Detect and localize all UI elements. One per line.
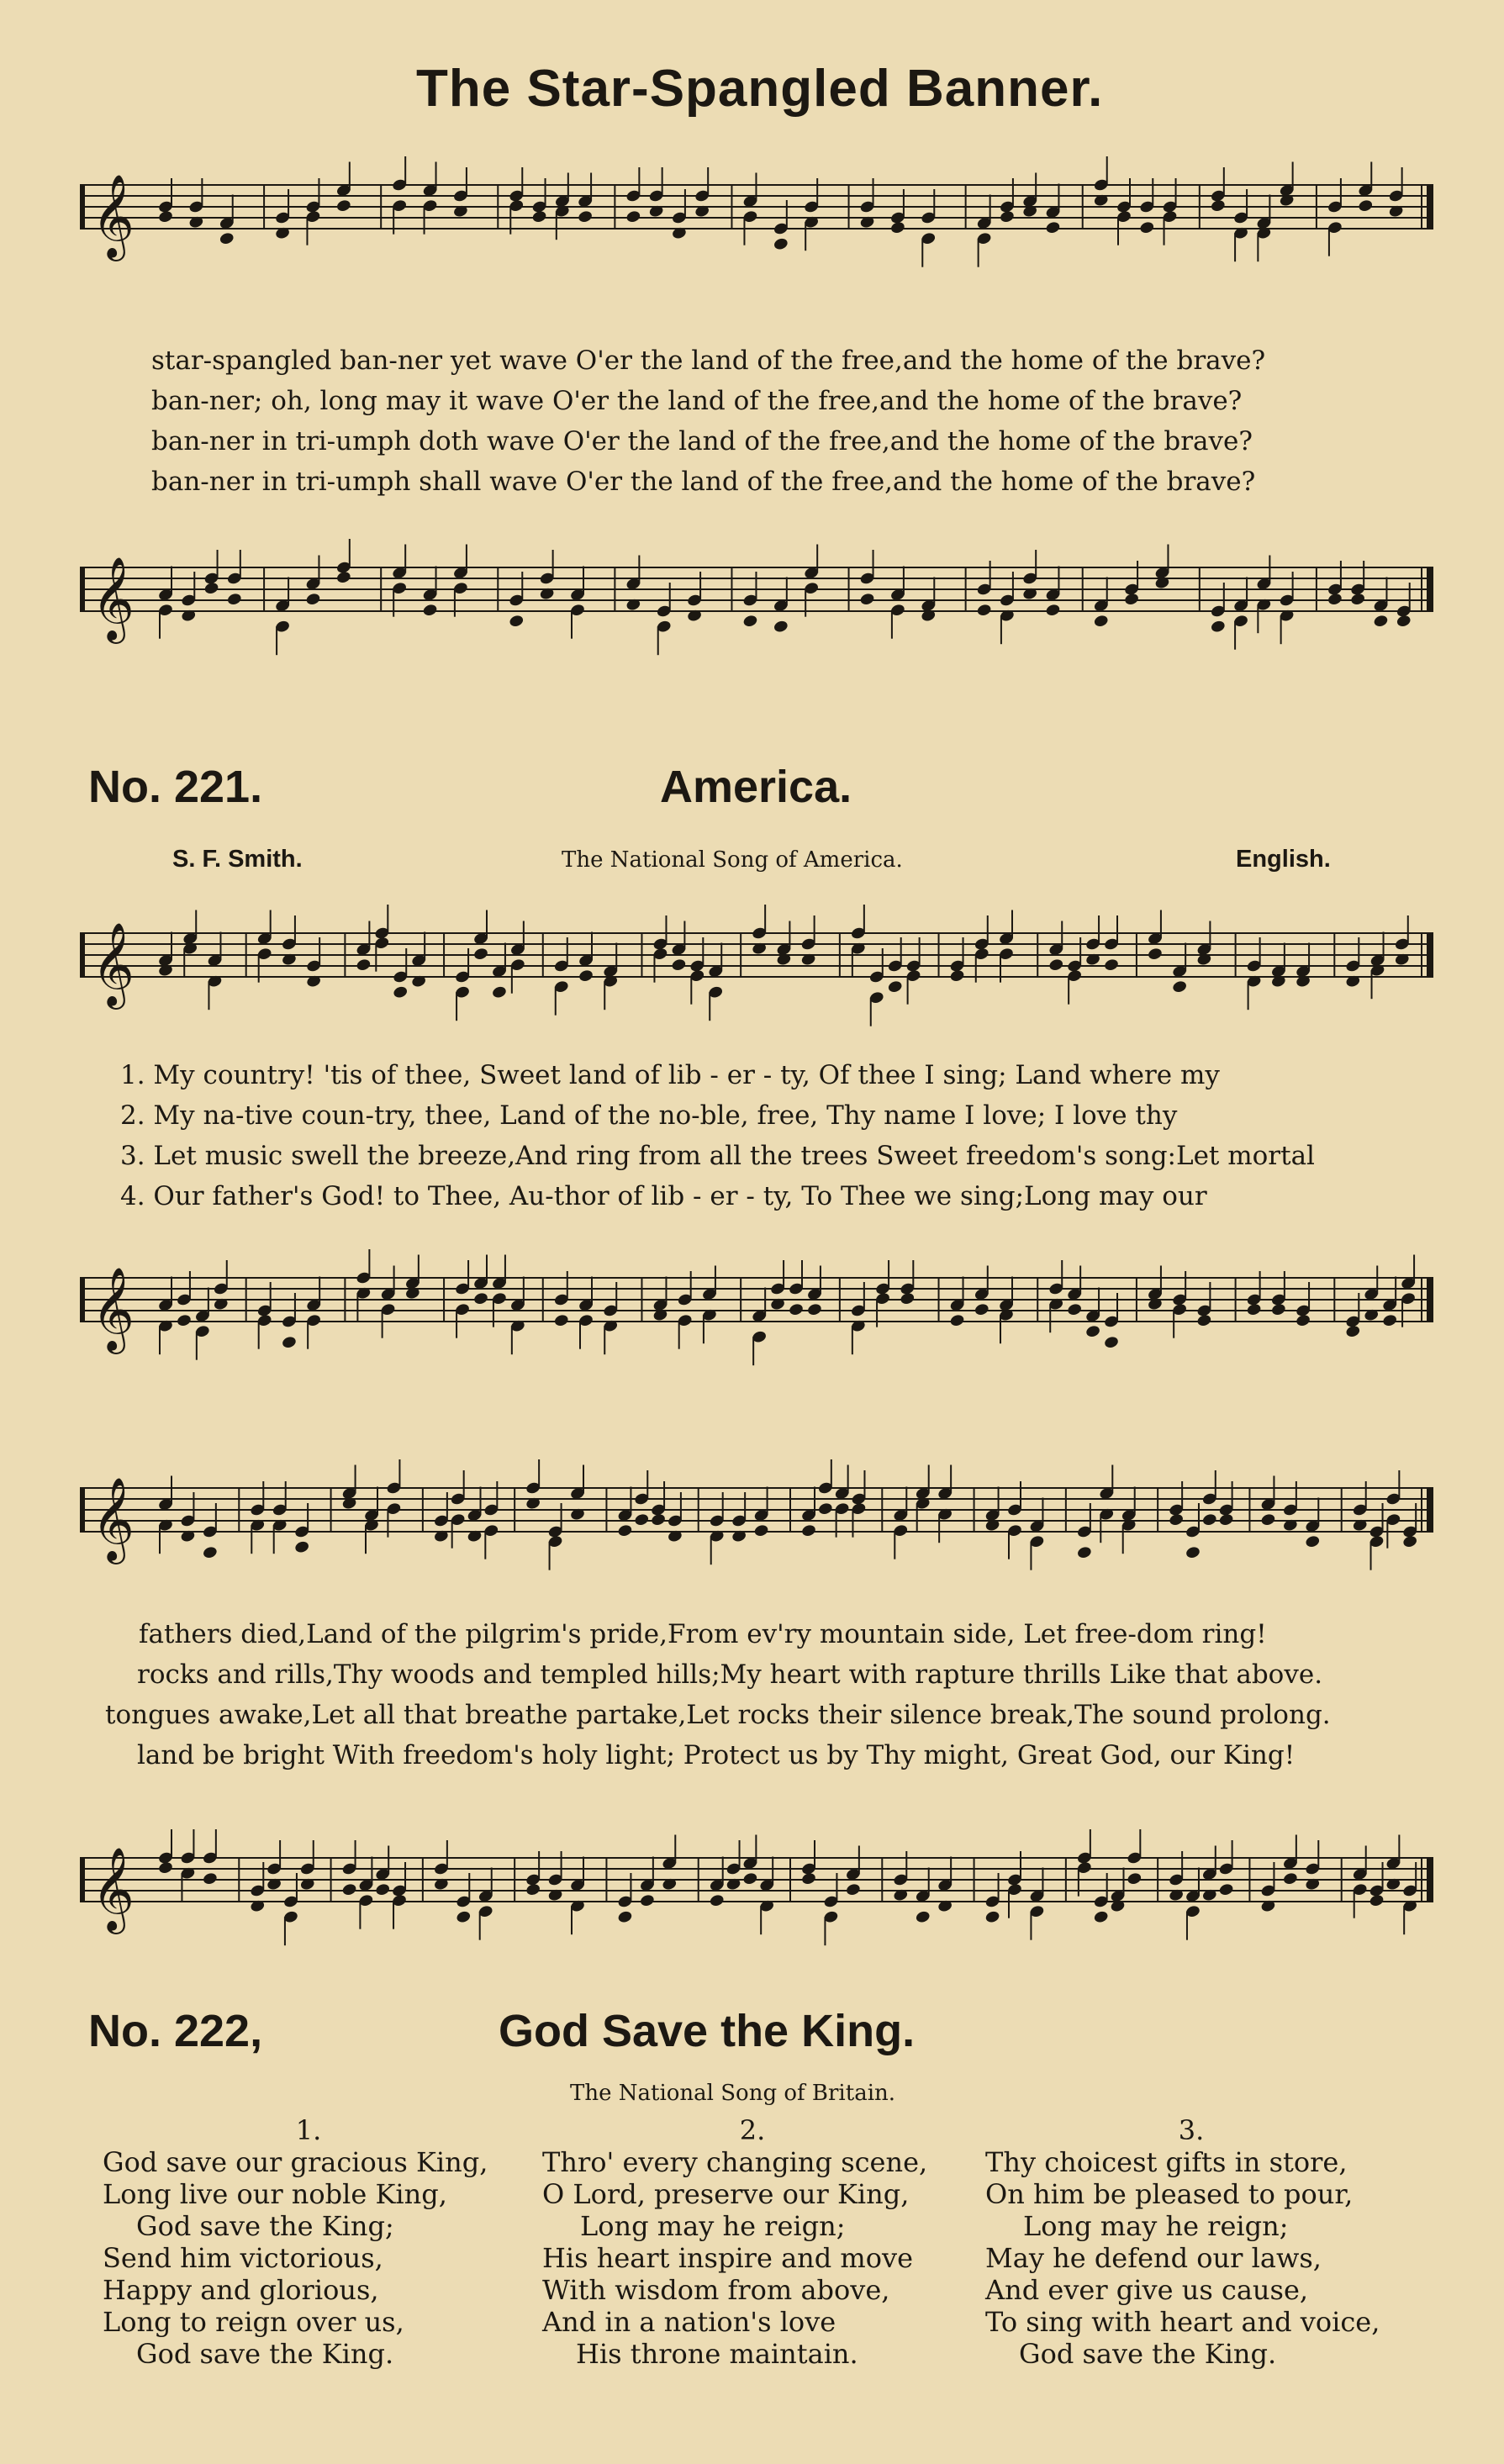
verse-line: Long live our noble King, <box>103 2178 447 2210</box>
lyric-line: 4. Our father's God! to Thee, Au-thor of lib - er - ty, To Thee we sing;Long may our <box>120 1181 1207 1211</box>
lyric-line: ban-ner; oh, long may it wave O'er the land of the free,and the home of the brave? <box>151 386 1243 416</box>
verse-line: God save our gracious King, <box>103 2146 488 2178</box>
hymn-title: God Save the King. <box>499 2006 916 2056</box>
verse-3 <box>985 2114 1422 2370</box>
song-subtitle: The National Song of America. <box>562 847 903 873</box>
tune-credit: English. <box>1236 846 1331 873</box>
lyric-line: star-spangled ban-ner yet wave O'er the land of the free,and the home of the brave? <box>151 346 1266 376</box>
hymn-title: America. <box>660 762 852 812</box>
lyric-line: fathers died,Land of the pilgrim's pride,From ev'ry mountain side, Let free-dom ring! <box>139 1619 1267 1649</box>
verse-line: To sing with heart and voice, <box>985 2306 1380 2338</box>
verse-line: God save the King; <box>136 2210 394 2242</box>
lyric-line: 2. My na-tive coun-try, thee, Land of the no-ble, free, Thy name I love; I love thy <box>120 1100 1178 1131</box>
verse-line: Send him victorious, <box>103 2242 383 2274</box>
lyric-line: tongues awake,Let all that breathe partake,Let rocks their silence break,The sound prolong. <box>105 1700 1331 1730</box>
verse-2 <box>542 2114 979 2370</box>
america-lyrics-part2 <box>105 1614 1331 1775</box>
verse-line: O Lord, preserve our King, <box>542 2178 910 2210</box>
verse-line: And in a nation's love <box>542 2306 836 2338</box>
lyric-line: ban-ner in tri-umph shall wave O'er the land of the free,and the home of the brave? <box>151 467 1256 497</box>
verse-line: Long may he reign; <box>1023 2210 1289 2242</box>
verse-line: God save the King. <box>1019 2338 1277 2370</box>
svg-text:𝄞: 𝄞 <box>92 174 135 258</box>
music-staff <box>80 895 1433 1042</box>
svg-text:𝄞: 𝄞 <box>92 1267 135 1351</box>
verse-line: God save the King. <box>136 2338 394 2370</box>
svg-text:𝄞: 𝄞 <box>92 1477 135 1561</box>
star-spangled-lyrics <box>151 340 1265 502</box>
song-subtitle: The National Song of Britain. <box>570 2081 896 2106</box>
hymn-number: No. 221. <box>88 762 263 812</box>
svg-text:𝄞: 𝄞 <box>92 1847 135 1931</box>
verse-line: And ever give us cause, <box>985 2274 1309 2306</box>
verse-number: 1. <box>295 2114 322 2146</box>
svg-text:𝄞: 𝄞 <box>92 922 135 1006</box>
verse-line: May he defend our laws, <box>985 2242 1322 2274</box>
america-lyrics-part1 <box>120 1055 1315 1216</box>
music-staff <box>80 1799 1433 1976</box>
author-credit: S. F. Smith. <box>172 846 303 873</box>
svg-text:𝄞: 𝄞 <box>92 557 135 641</box>
verse-line: Thy choicest gifts in store, <box>985 2146 1348 2178</box>
verse-line: Thro' every changing scene, <box>542 2146 928 2178</box>
verse-line: Long may he reign; <box>580 2210 846 2242</box>
lyric-line: land be bright With freedom's holy light; Protect us by Thy might, Great God, our King! <box>137 1740 1296 1770</box>
verse-1 <box>103 2114 523 2370</box>
verse-line: With wisdom from above, <box>542 2274 890 2306</box>
lyric-line: ban-ner in tri-umph doth wave O'er the land of the free,and the home of the brave? <box>151 426 1253 456</box>
verse-number: 3. <box>1178 2114 1205 2146</box>
lyric-line: rocks and rills,Thy woods and templed hills;My heart with rapture thrills Like that above. <box>137 1659 1323 1690</box>
music-staff <box>80 1227 1433 1396</box>
verse-line: His heart inspire and move <box>542 2242 914 2274</box>
verse-line: On him be pleased to pour, <box>985 2178 1354 2210</box>
verse-line: His throne maintain. <box>576 2338 858 2370</box>
hymn-number: No. 222, <box>88 2006 263 2056</box>
verse-line: Long to reign over us, <box>103 2306 404 2338</box>
music-staff <box>80 1450 1433 1606</box>
music-staff <box>80 151 1433 311</box>
star-spangled-title: The Star-Spangled Banner. <box>416 60 1104 118</box>
verse-lines <box>542 2146 979 2370</box>
verse-line: Happy and glorious, <box>103 2274 379 2306</box>
verse-lines <box>985 2146 1422 2370</box>
lyric-line: 1. My country! 'tis of thee, Sweet land of lib - er - ty, Of thee I sing; Land where my <box>120 1060 1220 1090</box>
verse-lines <box>103 2146 523 2370</box>
music-staff <box>80 513 1433 698</box>
verse-number: 2. <box>739 2114 766 2146</box>
lyric-line: 3. Let music swell the breeze,And ring from all the trees Sweet freedom's song:Let mortal <box>120 1141 1315 1171</box>
